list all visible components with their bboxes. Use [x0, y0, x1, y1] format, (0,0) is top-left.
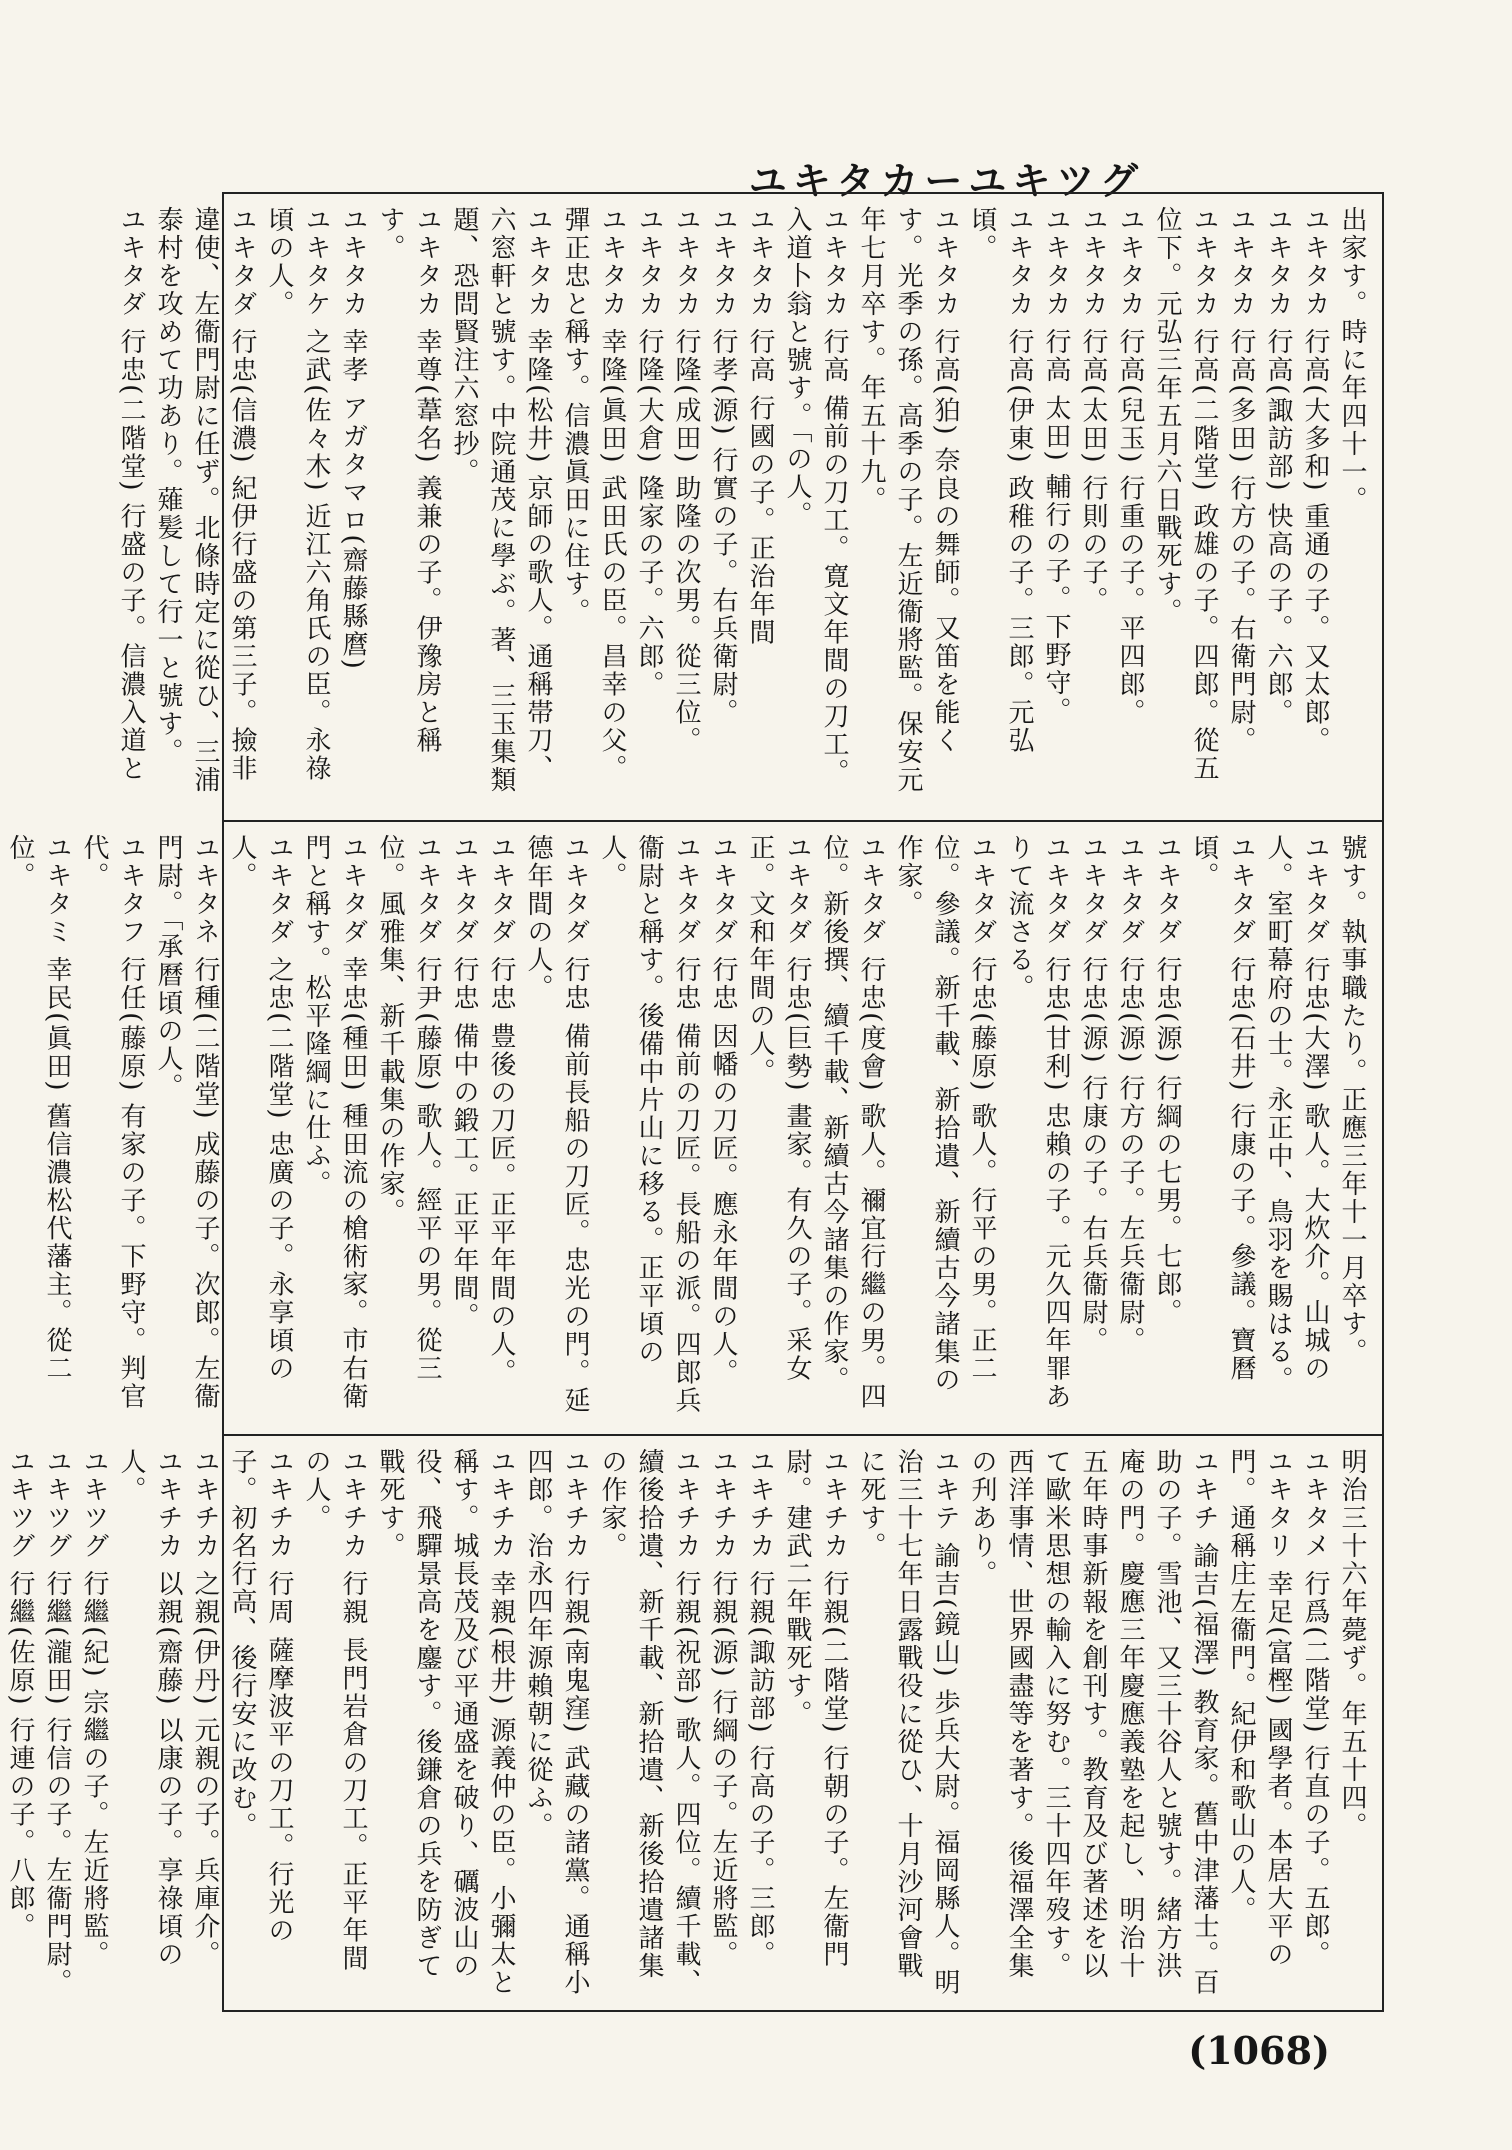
dictionary-entry: ユキチカ 行親(祝部) 歌人。四位。續千載、續後拾遺、新千載、新拾遺、新後拾遺諸集の作家。: [597, 1448, 701, 1997]
dictionary-entry: ユキテ 諭吉(鏡山) 歩兵大尉。福岡縣人。明治三十七年日露戰役に從ひ、十月沙河會戰に死す。: [856, 1448, 960, 1997]
dictionary-entry: ユキチカ 行親(南鬼窪) 武藏の諸黨。通稱小四郎。治永四年源賴朝に從ふ。: [523, 1448, 590, 1997]
dictionary-entry: ユキチカ 以親(齋藤) 以康の子。享祿頃の人。: [116, 1448, 183, 1969]
dictionary-entry: ユキタカ 行高(諏訪部) 快高の子。六郎。: [1263, 206, 1293, 727]
dictionary-entry: ユキタダ 行忠(巨勢) 畫家。有久の子。采女正。文和年間の人。: [745, 834, 812, 1383]
dictionary-entry: ユキタリ 幸足(富樫) 國學者。本居大平の門。通稱庄左衞門。紀伊和歌山の人。: [1226, 1448, 1293, 1969]
dictionary-entry: ユキタダ 行忠 備中の鍛工。正平年間。: [449, 834, 479, 1331]
dictionary-entry: ユキタカ 行高 備前の刀工。寛文年間の刀工。入道卜翁と號す。「の人。: [782, 206, 849, 787]
dictionary-entry: ユキタミ 幸民(眞田) 舊信濃松代藩主。從二位。: [5, 834, 72, 1383]
dictionary-entry: ユキチカ 行親(諏訪部) 行高の子。三郎。: [745, 1448, 775, 1969]
dictionary-entry: ユキチカ 行周 薩摩波平の刀工。行光の子。初名行高、後行安に改む。: [227, 1448, 294, 1945]
dictionary-entry: ユキタダ 行忠(二階堂) 行盛の子。信濃入道と: [116, 206, 146, 783]
dictionary-entry: ユキタダ 行忠(甘利) 忠賴の子。元久四年罪ありて流さる。: [1004, 834, 1071, 1411]
dictionary-entry: ユキタカ 行高(兒玉) 行重の子。平四郎。: [1115, 206, 1145, 727]
dictionary-entry: ユキタカ 行高(大多和) 重通の子。又太郎。: [1300, 206, 1330, 755]
dictionary-entry: ユキタカ 幸孝 アガタマロ(齋藤縣麿): [338, 206, 368, 671]
dictionary-entry: ユキタダ 行忠 豊後の刀匠。正平年間の人。: [486, 834, 516, 1387]
dictionary-entry: ユキタネ 行種(二階堂) 成藤の子。次郎。左衞門尉。「承曆頃の人。: [153, 834, 220, 1411]
dictionary-entry: ユキタダ 行忠(度會) 歌人。禰宜行繼の男。四位。新後撰、續千載、新續古今諸集の作家。: [819, 834, 886, 1411]
dictionary-entry: ユキタダ 行忠 備前長船の刀匠。忠光の門。延德年間の人。: [523, 834, 590, 1415]
dictionary-entry: ユキタダ 行忠(源) 行康の子。右兵衞尉。: [1078, 834, 1108, 1355]
dictionary-entry: ユキタメ 行爲(二階堂) 行直の子。五郎。: [1300, 1448, 1330, 1969]
dictionary-entry: ユキタダ 行忠(大澤) 歌人。大炊介。山城の人。室町幕府の士。永正中、鳥羽を賜はる。: [1263, 834, 1330, 1394]
tier-top: [116, 194, 1382, 822]
dictionary-entry: ユキツグ 行繼(瀧田) 行信の子。左衞門尉。: [42, 1448, 72, 1997]
dictionary-entry: ユキタカ 行高(二階堂) 政雄の子。四郎。從五位下。元弘三年五月六日戰死す。: [1152, 206, 1219, 783]
dictionary-entry: ユキタカ 行高(伊東) 政稚の子。三郎。元弘頃。: [967, 206, 1034, 755]
dictionary-entry: 明治三十六年薨ず。年五十四。: [1337, 1448, 1367, 1840]
dictionary-entry: ユキタカ 行高 太田) 輔行の子。下野守。: [1041, 206, 1071, 725]
dictionary-entry: ユキタダ 之忠(二階堂) 忠廣の子。永享頃の人。: [227, 834, 294, 1383]
dictionary-entry: 號す。執事職たり。正應三年十一月卒す。: [1337, 834, 1367, 1366]
dictionary-entry: ユキチカ 之親(伊丹) 元親の子。兵庫介。: [190, 1448, 220, 1969]
dictionary-entry: ユキチカ 幸親(根井) 源義仲の臣。小彌太と稱す。城長茂及び平通盛を破り、礪波山の役、飛驒景高を鏖す。後鎌倉の兵を防ぎて戰死す。: [375, 1448, 516, 1997]
dictionary-entry: ユキタフ 行任(藤原) 有家の子。下野守。判官代。: [79, 834, 146, 1411]
dictionary-entry: ユキタカ 行高(狛) 奈良の舞師。又笛を能くす。光季の孫。高季の子。左近衞將監。保安元年七月卒す。年五十九。: [856, 206, 960, 794]
dictionary-entry: ユキタダ 行忠 因幡の刀匠。應永年間の人。: [708, 834, 738, 1387]
dictionary-entry: ユキタダ 行忠(信濃) 紀伊行盛の第三子。撿非違使、左衞門尉に任ず。北條時定に從ひ、三浦泰村を攻めて功あり。薙髪して行一と號す。: [153, 206, 257, 794]
dictionary-entry: ユキタダ 幸忠(種田) 種田流の槍術家。市右衛門と稱す。松平隆綱に仕ふ。: [301, 834, 368, 1411]
dictionary-entry: ユキチ 諭吉(福澤) 教育家。舊中津藩士。百助の子。雪池、又三十谷人と號す。緒方洪庵の門。慶應三年慶應義塾を起し、明治十五年時事新報を創刊す。教育及び著述を以て歐米思想の輸入に努む。三十四年歿す。西洋事情、世界國盡等を著す。後福澤全集の刋あり。: [967, 1448, 1219, 1997]
dictionary-entry: ユキタカ 幸尊(葦名) 義兼の子。伊豫房と稱す。: [375, 206, 442, 755]
dictionary-entry: ユキタダ 行尹(藤原) 歌人。經平の男。從三位。風雅集、新千載集の作家。: [375, 834, 442, 1383]
dictionary-entry: ユキタカ 行隆(大倉) 隆家の子。六郎。: [634, 206, 664, 699]
dictionary-entry: ユキタカ 行高(太田) 行則の子。: [1078, 206, 1108, 615]
dictionary-entry: ユキタカ 行孝(源) 行實の子。右兵衛尉。: [708, 206, 738, 727]
dictionary-entry: ユキタカ 幸隆(松井) 京師の歌人。通稱帯刀、六窓軒と號す。中院通茂に學ぶ。著、三玉集類題、恐問賢注六窓抄。: [449, 206, 553, 794]
dictionary-entry: ユキチカ 行親 長門岩倉の刀工。正平年間の人。: [301, 1448, 368, 1973]
dictionary-entry: ユキタダ 行忠(石井) 行康の子。參議。寶曆頃。: [1189, 834, 1256, 1383]
page-number: (1068): [1188, 2028, 1330, 2073]
dictionary-entry: ユキチカ 行親(源) 行綱の子。左近將監。: [708, 1448, 738, 1969]
dictionary-entry: 出家す。時に年四十一。: [1337, 206, 1367, 514]
dictionary-entry: ユキタカ 行高(多田) 行方の子。右衛門尉。: [1226, 206, 1256, 755]
dictionary-entry: ユキタカ 行高 行國の子。正治年間: [745, 206, 775, 647]
dictionary-entry: ユキタカ 幸隆(眞田) 武田氏の臣。昌幸の父。彈正忠と稱す。信濃眞田に住す。: [560, 206, 627, 783]
dictionary-entry: ユキツグ 行繼(紀) 宗繼の子。左近將監。: [79, 1448, 109, 1969]
dictionary-entry: ユキタダ 行忠(藤原) 歌人。行平の男。正二位。參議。新千載、新拾遺、新續古今諸集の作家。: [893, 834, 997, 1394]
dictionary-frame: [5, 192, 1384, 2012]
tier-bottom: [5, 1436, 1382, 2012]
dictionary-entry: ユキタカ 行隆(成田) 助隆の次男。從三位。: [671, 206, 701, 755]
tier-middle: [5, 822, 1382, 1436]
dictionary-entry: ユキタダ 行忠 備前の刀匠。長船の派。四郎兵衞尉と稱す。後備中片山に移る。正平頃の人。: [597, 834, 701, 1415]
dictionary-entry: ユキチカ 行親(二階堂) 行朝の子。左衞門尉。建武二年戰死す。: [782, 1448, 849, 1969]
dictionary-entry: ユキタダ 行忠(源) 行綱の七男。七郎。: [1152, 834, 1182, 1327]
dictionary-entry: ユキタケ 之武(佐々木) 近江六角氏の臣。永祿頃の人。: [264, 206, 331, 783]
dictionary-entry: ユキタダ 行忠(源) 行方の子。左兵衞尉。: [1115, 834, 1145, 1355]
dictionary-entry: ユキツグ 行繼(佐原) 行連の子。八郎。: [5, 1448, 35, 1941]
running-header: ユキタカーユキツグ: [748, 159, 1144, 203]
